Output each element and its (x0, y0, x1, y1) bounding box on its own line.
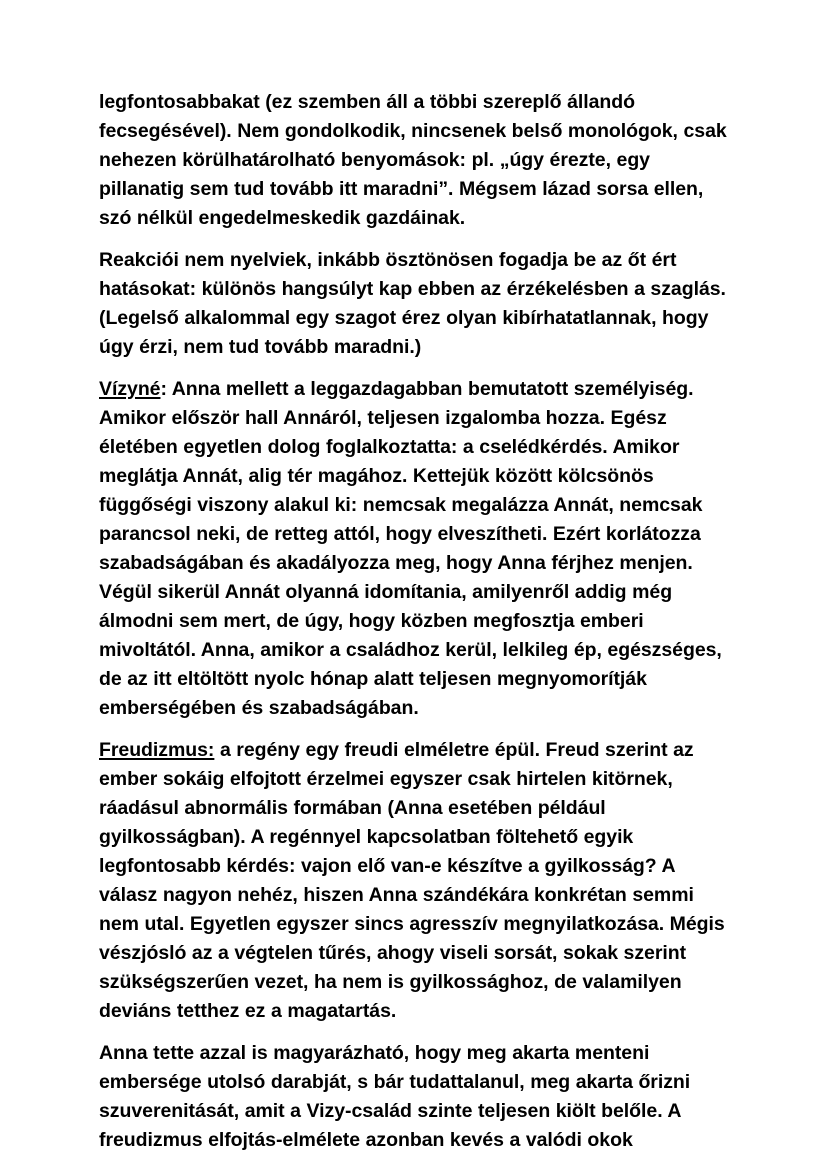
paragraph-vizyne (99, 375, 727, 723)
paragraph-reakciok (99, 246, 727, 362)
paragraph-jellemzes-folytatas (99, 88, 727, 233)
paragraph-freudizmus (99, 736, 727, 1026)
paragraph-text: Anna tette azzal is magyarázható, hogy meg akarta menteni embersége utolsó darabját, s bár tudattalanul, meg akarta őrizni szuverenitását, amit a Vizy-család szinte teljesen kiölt belőle. A freudizmus elfojtás-elmélete azonban kevés a valódi okok (99, 1042, 691, 1151)
document-text-body (99, 88, 727, 1155)
paragraph-text: a regény egy freudi elméletre épül. Freud szerint az ember sokáig elfojtott érzelmei egyszer csak hirtelen kitörnek, ráadásul abnormális formában (Anna esetében például gyilkosságban). A regénnyel kapcsolatban föltehető egyik legfontosabb kérdés: vajon elő van-e készítve a gyilkosság? A válasz nagyon nehéz, hiszen Anna szándékára konkrétan semmi nem utal. Egyetlen egyszer sincs agresszív megnyilatkozása. Mégis vészjósló az a végtelen tűrés, ahogy viseli sorsát, sokak szerint szükségszerűen vezet, ha nem is gyilkossághoz, de valamilyen deviáns tetthez ez a magatartás. (99, 739, 725, 1022)
paragraph-text: Reakciói nem nyelviek, inkább ösztönösen fogadja be az őt ért hatásokat: különös hangsúlyt kap ebben az érzékelésben a szaglás. (Legelső alkalommal egy szagot érez olyan kibírhatatlannak, hogy úgy érzi, nem tud tovább maradni.) (99, 249, 726, 358)
paragraph-anna-tette (99, 1039, 727, 1155)
paragraph-lead-freudizmus: Freudizmus: (99, 739, 215, 761)
paragraph-lead-vizyne: Vízyné (99, 378, 161, 400)
paragraph-text: : Anna mellett a leggazdagabban bemutatott személyiség. Amikor először hall Annáról, teljesen izgalomba hozza. Egész életében egyetlen dolog foglalkoztatta: a cselédkérdés. Amikor meglátja Annát, alig tér magához. Kettejük között kölcsönös függőségi viszony alakul ki: nemcsak megalázza Annát, nemcsak parancsol neki, de retteg attól, hogy elveszítheti. Ezért korlátozza szabadságában és akadályozza meg, hogy Anna férjhez menjen. Végül sikerül Annát olyanná idomítania, amilyenről addig még álmodni sem mert, de úgy, hogy közben megfosztja emberi mivoltától. Anna, amikor a családhoz kerül, lelkileg ép, egészséges, de az itt eltöltött nyolc hónap alatt teljesen megnyomorítják emberségében és szabadságában. (99, 378, 722, 719)
paragraph-text: legfontosabbakat (ez szemben áll a többi szereplő állandó fecsegésével). Nem gondolkodik, nincsenek belső monológok, csak nehezen körülhatárolható benyomások: pl. „úgy érezte, egy pillanatig sem tud tovább itt maradni”. Mégsem lázad sorsa ellen, szó nélkül engedelmeskedik gazdáinak. (99, 91, 727, 229)
